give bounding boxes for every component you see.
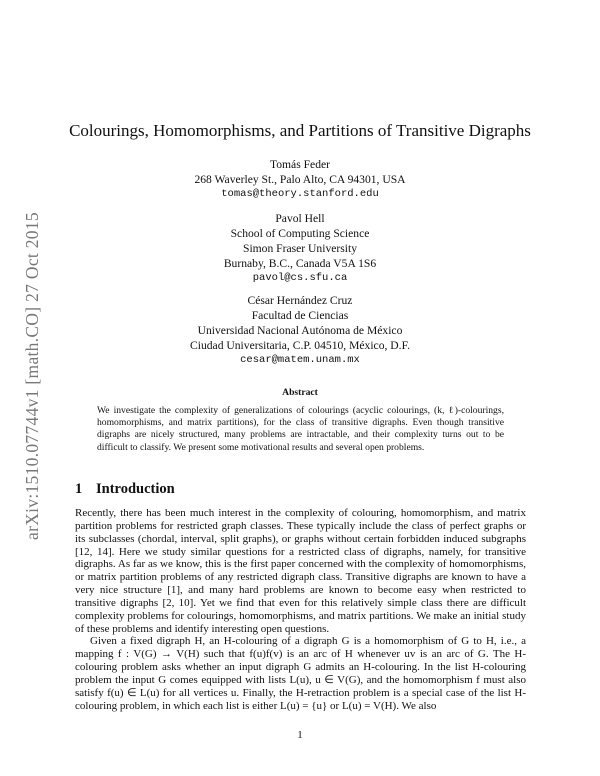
author-block-3 [0, 293, 600, 368]
author-affiliation-line: Burnaby, B.C., Canada V5A 1S6 [223, 257, 377, 270]
author-affiliation-line: Facultad de Ciencias [251, 309, 349, 322]
page-number: 1 [297, 729, 303, 741]
author-affiliation-line: Ciudad Universitaria, C.P. 04510, México, D.F. [190, 339, 410, 352]
arxiv-identifier: arXiv:1510.07744v1 [math.CO] 27 Oct 2015 [22, 212, 42, 540]
body-text [75, 507, 526, 713]
author-block-1 [0, 157, 600, 202]
abstract-text: We investigate the complexity of generalizations of colourings (acyclic colourings, (k, ℓ)-colourings, homomorphisms, and matrix partitions), for the class of transitive digraphs. Even though transitive digraphs are nicely structured, many problems are intractable, and their complexity turns out to be difficult to classify. We present some motivational results and several open problems. [97, 405, 504, 453]
author-name: Tomás Feder [269, 158, 331, 171]
author-affiliation-line: 268 Waverley St., Palo Alto, CA 94301, USA [194, 173, 406, 186]
author-email[interactable]: cesar@matem.unam.mx [240, 354, 360, 366]
author-name: Pavol Hell [275, 212, 325, 225]
section-title: Introduction [96, 481, 175, 497]
author-email[interactable]: pavol@cs.sfu.ca [252, 272, 348, 284]
section-number: 1 [75, 481, 83, 497]
paragraph-1: Recently, there has been much interest in the complexity of colouring, homomorphism, and matrix partition problems for restricted graph classes. These typically include the class of perfect graphs or its subclasses (chordal, interval, split graphs), or graphs without certain forbidden induced subgraphs [12, 14]. Here we study similar questions for a restricted class of digraphs, namely, for transitive digraphs. As far as we know, this is the first paper concerned with the complexity of homomorphisms, or matrix partition problems of any restricted digraph class. Transitive digraphs are known to have a very nice structure [1], and many hard problems are known to become easy when restricted to transitive digraphs [2, 10]. Yet we find that even for this relatively simple class there are difficult complexity problems for colourings, homomorphisms, and matrix partitions. We make an initial study of these problems and identify interesting open questions. [75, 507, 526, 635]
paper-title: Colourings, Homomorphisms, and Partitions of Transitive Digraphs [69, 121, 531, 140]
paragraph-2: Given a fixed digraph H, an H-colouring of a digraph G is a homomorphism of G to H, i.e., a mapping f : V(G) → V(H) such that f(u)f(v) is an arc of H whenever uv is an arc of G. The H-colouring problem asks whether an input digraph G admits an H-colouring. In the list H-colouring problem the input G comes equipped with lists L(u), u ∈ V(G), and the homomorphism f must also satisfy f(u) ∈ L(u) for all vertices u. Finally, the H-retraction problem is a special case of the list H-colouring problem, in which each list is either L(u) = {u} or L(u) = V(H). We also [75, 635, 526, 712]
author-affiliation-line: School of Computing Science [230, 227, 370, 240]
section-heading [75, 481, 175, 498]
author-name: César Hernández Cruz [247, 294, 353, 307]
author-email[interactable]: tomas@theory.stanford.edu [221, 188, 379, 200]
abstract-heading: Abstract [282, 387, 318, 398]
author-block-2 [0, 211, 600, 286]
author-affiliation-line: Simon Fraser University [243, 242, 357, 255]
author-affiliation-line: Universidad Nacional Autónoma de México [197, 324, 403, 337]
